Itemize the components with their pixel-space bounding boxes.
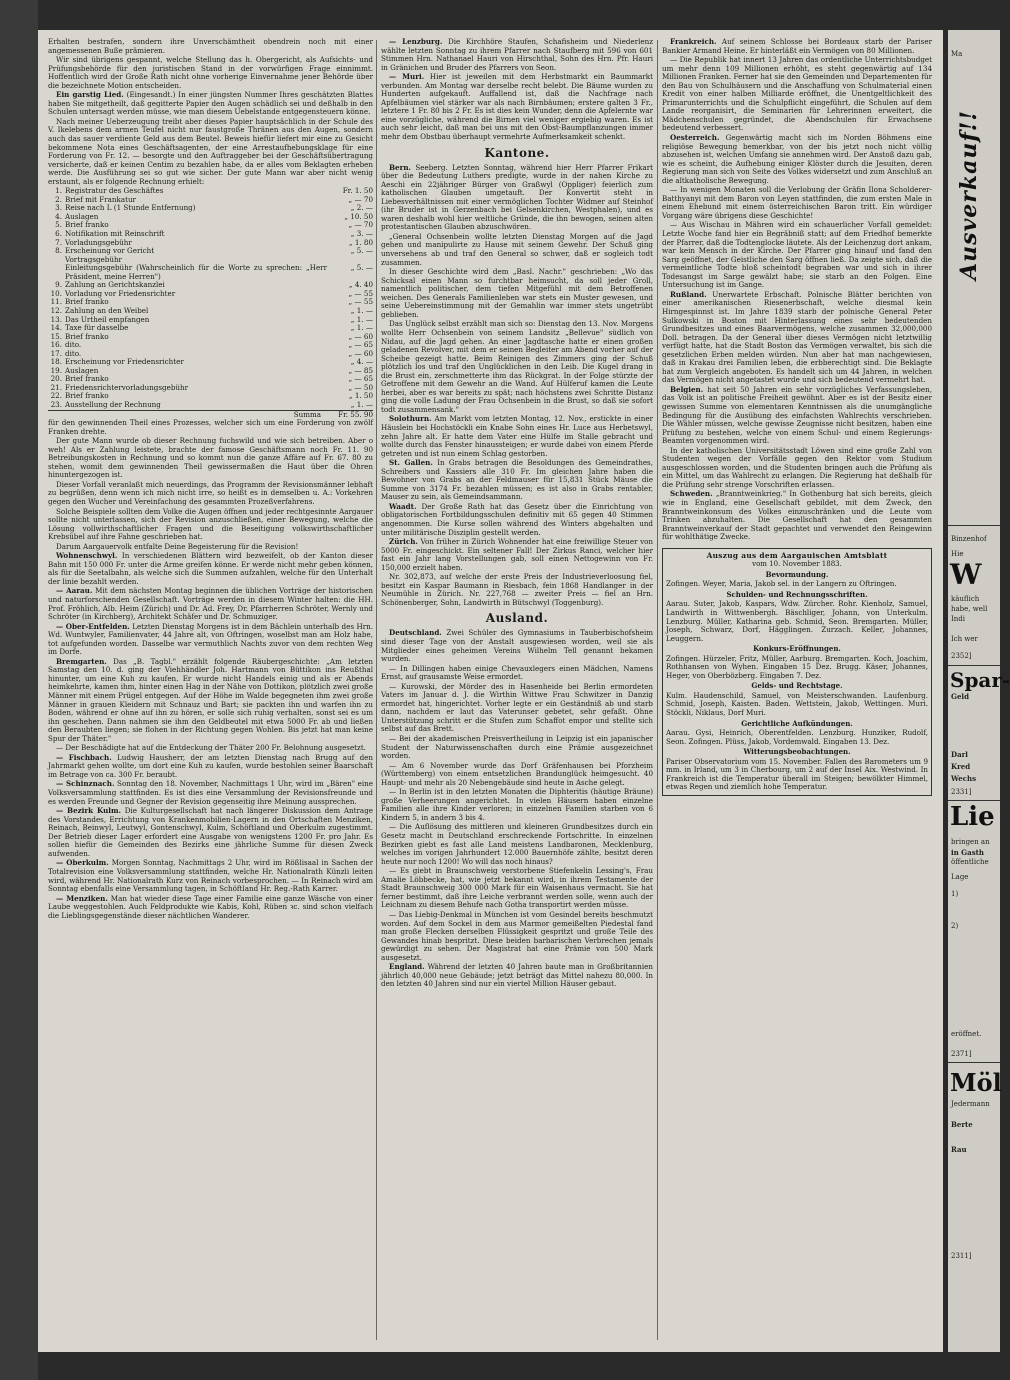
paragraph: — In Berlin ist in den letzten Monaten die Diphteritis (häutige Bräune) große Verheerungen angerichtet. In vielen Häusern haben einzelne Familien alle ihre Kinder verloren; in einzelnen Familien starben von 6 Kindern 5, in andern 3 bis 4. <box>381 787 653 822</box>
ad-fragment: Binzenhof <box>951 535 987 543</box>
invoice-item-number: 1. <box>55 186 62 196</box>
ad-fragment: Jedermann <box>951 1100 990 1108</box>
invoice-item-label: dito. <box>65 340 82 350</box>
ad-fragment: 2311] <box>951 1252 972 1260</box>
invoice-item-amount: „ 4. — <box>350 357 373 367</box>
article-title: — Lenzburg. <box>389 37 443 46</box>
invoice-row <box>48 264 373 281</box>
invoice-item-amount: „ 3. — <box>350 229 373 239</box>
ad-fragment: Indi <box>951 615 965 623</box>
invoice-item-number: 20. <box>50 374 62 384</box>
article-text: Seeberg. Letzten Sonntag, während hier Herr Pfarrer Frikart über die Bedeutung Luthers predigte, wurde in der nahen Kirche zu Aeschi ein 22jähriger Bürger von Graßwyl (Oppliger) feierlich zum katholischen Glauben umgetauft. Der Konvertit steht in Liebesverhältnissen mit einer vermöglichen Tochter Widmer auf Steinhof (ihr Bruder ist in Gerzenbach bei Gelsenkirchen, Westphalen), und es waren deshalb wohl hier weltliche Gründe, die ihn bewogen, seinen alten protestantischen Glauben abzuschwören. <box>381 162 653 232</box>
adjacent-page-ads <box>948 30 1010 1352</box>
invoice-item-amount: Fr. 1. 50 <box>342 186 373 196</box>
invoice-item-amount: „ — 70 <box>348 220 373 230</box>
invoice-table <box>48 187 373 419</box>
ad-fragment: Ma <box>951 50 963 58</box>
ad-fragment: Lage <box>951 873 969 881</box>
ad-headline: Lie <box>950 802 995 832</box>
invoice-item-amount: „ — 55 <box>348 288 373 298</box>
ad-headline: Spar- <box>950 668 1010 692</box>
ad-fragment: Kred <box>951 762 971 771</box>
invoice-item-amount: „ 5. — <box>350 246 373 256</box>
article-title: Ein garstig Lied. <box>56 90 124 100</box>
amtsblatt-box <box>662 548 932 796</box>
article-text: Gegenwärtig macht sich im Norden Böhmens eine religiöse Bewegung bemerkbar, von der bis jetzt noch nicht völlig abzusehen ist, welchen Umfang sie annehmen wird. Der Anstoß dazu gab, wie es scheint, die Aufhebung einiger Klöster durch die Jesuiten, deren Regierung man sich von Seite des Volkes widersetzt und zum Anschluß an die altkatholische Bewegung. <box>662 133 932 185</box>
article-aarau <box>48 587 373 621</box>
article-title: Rußland. <box>670 289 707 299</box>
amtsblatt-entry: Kulm. Haudenschild, Samuel, von Meisterschwanden. Laufenburg. Schmid, Joseph, Kaisten. Baden. Wettstein, Jakob, Wettingen. Muri. Stöckli, Niklaus, Dorf Muri. <box>666 690 928 718</box>
article-title: Schweden. <box>670 489 713 499</box>
article-belgien <box>662 386 932 446</box>
invoice-item-number: 8. <box>55 246 62 256</box>
invoice-item-number: 7. <box>55 237 62 247</box>
invoice-item-amount: „ 4. 40 <box>348 280 373 290</box>
paragraph: Nr. 302,873, auf welche der erste Preis der Industrieverloosung fiel, besitzt ein Kaspar Baumann in Riesbach, fein 1868 Handlanger in der Neumühle in Zürich. Nr. 227,768 — zweiter Preis — fiel an Hrn. Schönenberger, Sohn, Landwirth in Bütschwyl (Toggenburg). <box>381 572 653 607</box>
article-text: Die Kirchhöre Staufen, Schafisheim und Niederlenz wählte letzten Sonntag zu ihrem Pfarrer nach Staufberg mit 596 von 601 Stimmen Hrn. Nathanael Hauri von Hirschthal, Sohn des Hrn. Pfr. Hauri in Gränichen und Bruder des Pfarrers von Seon. <box>381 37 653 72</box>
ad-fragment: 1) <box>951 890 959 898</box>
scan-margin <box>0 0 38 1380</box>
paragraph: „General Ochsenbein wollte letzten Dienstag Morgen auf die Jagd gehen und manipulirte zu Hause mit seinem Gewehr. Der Schuß ging unversehens ab und traf den General so schwer, daß er sogleich todt zusammen. <box>381 231 653 267</box>
invoice-item-number: 23. <box>50 399 62 409</box>
invoice-item-amount: „ 1. — <box>350 305 373 315</box>
article-title: — Aarau. <box>56 586 93 596</box>
ad-rule <box>948 800 1000 801</box>
invoice-item-number: 11. <box>50 297 62 307</box>
article-waadt <box>381 503 653 537</box>
section-heading-ausland: Ausland. <box>485 611 549 626</box>
ad-fragment: 2331] <box>951 788 972 796</box>
invoice-item-label: Brief franko <box>65 220 109 230</box>
section-heading-kantone: Kantone. <box>484 145 550 160</box>
invoice-row <box>48 401 373 410</box>
invoice-item-label: Auslagen <box>65 365 99 375</box>
ad-fragment: Berte <box>951 1120 973 1129</box>
invoice-item-label: Das Urtheil empfangen <box>65 314 150 324</box>
amtsblatt-entry: Aarau. Suter, Jakob, Kaspars, Wdw. Zürcher. Rohr. Kienholz, Samuel, Landwirth in Wittwenbergh. Bäschliger, Johann, von Unterkulm. Lenzburg. Müller, Katharina geb. Schmid, Seon. Bremgarten. Müller, Joseph, Schwarz, Dorf, Hägglingen. Zurzach. Keller, Johannes, Leuggern. <box>666 599 928 643</box>
invoice-item-number <box>48 264 65 281</box>
invoice-item-number: 19. <box>50 365 62 375</box>
column-rule <box>657 40 658 1340</box>
paragraph: In dieser Geschichte wird dem „Basl. Nachr." geschrieben: „Wo das Schicksal einen Mann so furchtbar heimsucht, da soll jeder Groll, namentlich politischer, dem tiefen Mitgefühl mit dem Betroffenen weichen. Des Generals Familienleben war stets ein Muster gewesen, und seine Uebereinstimmung mit der Gemahlin war immer stets ungetrübt geblieben. <box>381 267 653 319</box>
invoice-item-label: Registratur des Geschäftes <box>65 186 164 196</box>
invoice-total-amount: Fr. 55. 90 <box>327 410 373 419</box>
paragraph: Das Unglück selbst erzählt man sich so: Dienstag den 13. Nov. Morgens wollte Herr Ochsenbein von seinem Landsitz „Bellevue" südlich von Nidau, auf die Jagd gehen. An einer Jagdtasche hatte er einen großen geladenen Revolver, mit dem er seinen Begleiter am Abend vorher auf der Scheibe gezeigt hatte. Beim Reinigen des Zimmers ging der Schuß plötzlich los und traf den Unglücklichen in den Leib. Die Kugel drang in die Brust ein, zerschmetterte ihm das Rückgrat. In der Folge stürzte der Getroffene mit dem Gewehr an die Wand. Auf Hülferuf kamen die Leute herbei, aber es war bereits zu spät; nach höchstens zwei Schritte Distanz ging die volle Ladung der Frau Ochsenbein in die Brust, so daß sie sofort todt zusammensank." <box>381 319 653 414</box>
invoice-item-label: Brief franko <box>65 391 109 401</box>
ad-fragment: käuflich <box>951 595 980 603</box>
invoice-item-number: 10. <box>50 288 62 298</box>
paragraph: In der katholischen Universitätsstadt Löwen sind eine große Zahl von Studenten wegen der Vorfälle gegen den Rektor vom Studium ausgeschlossen worden, und die Studenten bringen auch die Prüfung als ein Mittel, um das Wahlrecht zu erlangen. Die Regierung hat deßhalb für die Prüfung sehr strenge Vorschriften erlassen. <box>662 445 932 489</box>
paragraph: — Aus Wischau in Mähren wird ein schauerlicher Vorfall gemeldet: Letzte Woche fand hier ein Begräbniß statt; auf dem Friedhof bemerkte der Pfarrer, daß die Todtenglocke läutete. Als der Leichenzug dort ankam, war kein Mensch in der Kirche. Der Pfarrer ging hinauf und fand den Sarg geöffnet, der Geistliche den Sarg öffnen ließ. Da zeigte sich, daß die vermeintliche Todte bloß scheintodt begraben war und sich in ihrer Todesangst im Sarge gewälzt habe; sie starb an den Folgen. Eine Untersuchung ist im Gange. <box>662 220 932 290</box>
weather-text: Pariser Observatorium vom 15. November. Fallen des Barometers um 9 mm. in Irland, um 3 in Cherbourg, um 2 auf der Insel Aix. Westwind. In Frankreich ist die Temperatur überall im Steigen; bewölkter Himmel, etwas Regen und ziemlich hohe Temperatur. <box>666 756 928 792</box>
invoice-item-amount: „ — 85 <box>348 365 373 375</box>
ad-fragment: in Gasth <box>951 848 984 857</box>
paragraph: — Kurowski, der Mörder des in Hasenheide bei Berlin ermordeten Vaters im Januar d. J. die Wirthin Wittwe Frau Schwitzer in Danzig ermordet hat, hingerichtet. Vorher legte er ein Geständniß ab und starb dann, nachdem er laut das Vaterunser gebetet, sehr gefaßt. Ohne Unterstützung schritt er die Stufen zum Schaffot empor und stellte sich selbst auf das Brett. <box>381 681 653 734</box>
invoice-row <box>48 341 373 350</box>
article-text: Zwei Schüler des Gymnasiums in Tauberbischofsheim sind dieser Tage von der Anstalt ausgewiesen worden, weil sie als Mitglieder eines geheimen Vereins Wilhelm Tell genannt bekamen wurden. <box>381 628 653 664</box>
invoice-item-label: Brief mit Frankatur <box>65 194 136 204</box>
invoice-item-label: Friedensrichtervorladungsgebühr <box>65 382 189 392</box>
ad-fragment: Wechs <box>951 774 977 783</box>
invoice-item-number: 3. <box>55 203 62 213</box>
invoice-item-label: Brief franko <box>65 374 109 384</box>
invoice-item-label: Zahlung an Gerichtskanzlei <box>65 280 165 290</box>
article-title: — Bezirk Kulm. <box>56 806 122 816</box>
article-title: — Schinznach. <box>56 779 115 789</box>
amtsblatt-title: Auszug aus dem Aargauischen Amtsblatt <box>706 550 888 560</box>
invoice-item-label: Vorladungsgebühr <box>65 237 132 247</box>
article-text: Ludwig Hausherr, der am letzten Dienstag nach Brugg auf den Jahrmarkt gehen wollte, um dort eine Kuh zu kaufen, wurde bestohlen seiner Baarschaft im Betrage von ca. 300 Fr. beraubt. <box>48 752 373 779</box>
article-title: St. Gallen. <box>389 458 433 468</box>
article-text: Sonntag den 18. November, Nachmittags 1 Uhr, wird im „Bären" eine Volksversammlung stattfinden. Es ist dies eine Versammlung der Revisionsfreunde und es werden Freunde und Gegner der Revision gegenseitig ihre Meinung aussprechen. <box>48 779 373 806</box>
invoice-item-amount: „ 1. 80 <box>348 237 373 247</box>
ad-headline: Möl <box>950 1068 1002 1097</box>
invoice-item-number: 5. <box>55 220 62 230</box>
article-oberkulm <box>48 859 373 893</box>
paragraph: Solche Beispiele sollten dem Volke die Augen öffnen und jeder rechtgesinnte Aargauer sollte nicht unterlassen, sich der Revision anzuschließen, einer Bewegung, welche die Lösung vollwirthschaftlicher Fragen und die Beseitigung volkswirthschaftlicher Krebsübel auf ihre Fahne geschrieben hat. <box>48 506 373 542</box>
invoice-item-label: Auslagen <box>65 211 99 221</box>
article-text: In Grabs betragen die Besoldungen des Gemeindrathes, Schreibers und Kassiers alle 310 Fr. Im gleichen Jahre haben die Bewohner von Grabs an der Feldmauser für 15,831 Stück Mäuse die Summe von 3174 Fr. bezahlen müssen; es ist also in Grabs rentabler, Mauser zu sein, als Gemeindsammann. <box>381 458 653 502</box>
invoice-item-label: Erscheinung vor Friedensrichter <box>65 357 184 367</box>
article-menziken <box>48 895 373 921</box>
invoice-total-label: Summa <box>65 410 327 419</box>
invoice-item-amount: „ — 55 <box>348 297 373 307</box>
article-text: Mit dem nächsten Montag beginnen die üblichen Vorträge der historischen und naturforschenden Gesellschaft. Vorträge werden in diesem Winter halten: die HH. Prof. Fröhlich, Alb. Heim (Zürich) und Dr. Ad. Frey, Dr. Pfarrherren Schröter, Wernly und Schröter (in Kirchberg), Architekt Schäfer und Dr. Schmuziger. <box>48 586 373 622</box>
invoice-item-label: Notifikation mit Reinschrift <box>65 229 165 239</box>
article-england <box>381 963 653 989</box>
article-title: — Muri. <box>389 72 425 82</box>
article-title: Deutschland. <box>389 628 442 638</box>
article-kulm <box>48 807 373 858</box>
ad-fragment: bringen an <box>951 838 990 846</box>
article-text: Unerwartete Erbschaft. Polnische Blätter berichten von einer amerikanischen Riesenerbschaft, welche diesmal kein Hirngespinnst ist. Im Jahre 1839 starb der polnische General Peter Sulkowski in Boston mit Hinterlassung eines sehr bedeutenden Grundbesitzes und eines Baarvermögens, welche zusammen 32,000,000 Doll. betragen. Da der General über dieses Vermögen nicht letztwillig verfügt hatte, hat die Stadt Boston das Vermögen verwaltet, bis sich die gesetzlichen Erben melden würden. Nun aber hat man nachgewiesen, daß in Krakau drei Familien leben, die erbberechtigt sind. Die Beklagte hat zum Vergleich angeboten. Es handelt sich um 44 Jahren, in welchen das Vermögen nicht angetastet wurde und sich bedeutend vermehrt hat. <box>662 289 932 385</box>
invoice-item-label: Einleitungsgebühr (Wahrscheinlich für die Worte zu sprechen: „Herr Präsident, meine Herren") <box>65 263 327 281</box>
article-oberentfelden <box>48 623 373 657</box>
paragraph: Dieser Vorfall veranlaßt mich neuerdings, das Programm der Revisionsmänner lebhaft zu begrüßen, denn wenn ich mich nicht irre, so heißt es in demselben u. A.: Vorkehren gegen den Wucher und Vereinfachung des gesammten Prozeßverfahrens. <box>48 479 373 506</box>
invoice-item-label: Brief franko <box>65 331 109 341</box>
ad-fragment: Geld <box>951 692 969 701</box>
ad-headline: W <box>950 558 982 591</box>
article-text: Das „B. Tagbl." erzählt folgende Räubergeschichte: „Am letzten Samstag den 10. d. ging der Viehhändler Joh. Hartmann von Büttikon ins Reußthal hinunter, um eine Kuh zu kaufen. Er wurde nicht Handels einig und als er Abends heimkehrte, kamen ihm, hinter einen Hag in der Nähe von Dottikon, plötzlich zwei große Männer mit einem Prügel entgegen. Auf der Höhe im Walde begegneten ihm zwei große Männer in grauen Kleidern mit Schnauz und Bart; sie packten ihn und warfen ihn zu Boden, während er ohne auf ihn zu hören, er solle sich ruhig verhalten, sonst sei es um ihn geschehen. Dann nahmen sie ihm den Geldbeutel mit etwa 5000 Fr. ab und ließen den Beraubten liegen; sie flohen in der Richtung gegen Wohlen. Bis jetzt hat man keine Spur der Thäter." <box>48 656 373 743</box>
paragraph: — Es giebt in Braunschweig verstorbene Stiefenkelin Lessing's, Frau Amalie Löbbecke, hat, wie jetzt bekannt wird, in ihrem Testamente der Stadt Braunschweig 300 000 Mark für ein Waisenhaus vermacht. Sie hat ferner bestimmt, daß ihre Leiche verbrannt werden solle, wenn auch der Leichnam zu diesem Behufe nach Gotha transportirt werden müsse. <box>381 866 653 910</box>
invoice-item-number: 22. <box>50 391 62 401</box>
article-text: hat seit 50 Jahren ein sehr vorzügliches Verfassungsleben, das Volk ist an politische Freiheit gewöhnt. Aber es ist der Besitz einer gewissen Summe von elementaren Kenntnissen als die unumgängliche Bedingung für die Ausübung des einfachsten Wahlrechts verschrieben. Die Wähler müssen, welche gewisse Zeugnisse nicht besitzen, haben eine Prüfung zu bestehen, welche von einem Schul- und einem Regierungs-Beamten vorgenommen wird. <box>662 384 932 446</box>
paragraph: — Die Auflösung des mittleren und kleineren Grundbesitzes durch ein Gesetz macht in Deutschland erschreckende Fortschritte. In einzelnen Bezirken giebt es fast alle Land meistens Landbaronen, Mecklenburg, welches im vorigen Jahrhundert 12.000 Bauernhöfe zählte, besitzt deren heute nur noch 1200! Wo will das noch hinaus? <box>381 822 653 866</box>
invoice-item-amount: „ 1. — <box>350 314 373 324</box>
article-title: — Ober-Entfelden. <box>56 621 130 631</box>
invoice-item-number: 9. <box>55 280 62 290</box>
column-3 <box>662 38 932 1343</box>
invoice-item-label: Taxe für dasselbe <box>65 323 129 333</box>
paragraph: Der gute Mann wurde ob dieser Rechnung fuchswild und wie sich betreiben. Aber o weh! Als er Zahlung leistete, brachte der famose Geschäftsmann noch Fr. 11. 90 Betreibungskosten in Rechnung und so kommt nun die ganze Affäre auf Fr. 67. 80 zu stehen, womit dem gewinnenden Theil gewissermaßen die Haut über die Ohren hinuntergezogen ist. <box>48 436 373 480</box>
amtsblatt-date: vom 10. November 1883. <box>752 560 842 569</box>
amtsblatt-entry: Aarau. Gysi, Heinrich, Oberentfelden. Lenzburg. Hunziker, Rudolf, Seon. Zofingen. Plüss, Jakob, Vordemwald. Eingaben 13. Dez. <box>666 728 928 746</box>
invoice-item-label: Reise nach L (1 Stunde Entfernung) <box>65 203 196 213</box>
article-fischbach <box>48 754 373 780</box>
ad-fragment: 2352] <box>951 652 972 660</box>
article-title: Solothurn. <box>389 414 432 424</box>
paragraph: — Das Liebig-Denkmal in München ist vom Gesindel bereits beschmutzt worden. Auf dem Sockel in dem aus Marmor gemeißelten Piedestal fand man große Flecken derselben Flüssigkeit gespritzt und große Teile des Gewandes hinab bespritzt. Diese beiden barbarischen Verbrechen jemals gewürdigt zu sehen. Der Magistrat hat eine Prämie von 500 Mark ausgesetzt. <box>381 909 653 962</box>
ad-fragment: Rau <box>951 1145 967 1154</box>
article-title: — Menziken. <box>56 893 108 903</box>
amtsblatt-section: Gelds- und Rechtstage. <box>751 681 843 691</box>
invoice-item-number: 2. <box>55 194 62 204</box>
paragraph: Wir sind übrigens gespannt, welche Stellung das h. Obergericht, als Aufsichts- und Prüfungsbehörde für den juristischen Stand in der vorwürfigen Frage einnimmt. Hoffentlich wird der Große Rath nicht ohne vorherige Einvernahme jener Behörde über die bezeichnete Motion entscheiden. <box>48 55 373 90</box>
article-bremgarten <box>48 658 373 743</box>
invoice-item-amount: „ 2. — <box>350 203 373 213</box>
invoice-item-number: 6. <box>55 229 62 239</box>
amtsblatt-section: Gerichtliche Aufkündungen. <box>741 718 853 728</box>
article-title: Zürich. <box>389 537 418 547</box>
paragraph: — Bei der akademischen Preisvertheilung in Leipzig ist ein japanischer Student der Naturwissenschaften durch eine Prämie ausgezeichnet worden. <box>381 734 653 761</box>
invoice-item-label: Vortragsgebühr <box>65 254 122 264</box>
article-schweden <box>662 490 932 541</box>
column-2 <box>381 38 653 1343</box>
article-muri <box>381 73 653 141</box>
article-title: Frankreich. <box>670 37 717 46</box>
article-lenzburg <box>381 38 653 72</box>
article-zurich <box>381 538 653 572</box>
invoice-item-amount: „ 1. — <box>350 399 373 409</box>
paragraph: Nach meiner Ueberzeugung treibt aber dieses Papier hauptsächlich in der Schule des V. Ikelebens dem armen Teufel nicht nur faustgroße Thränen aus den Augen, sondern auch das sauer verdiente Geld aus dem Beutel. Beweis hiefür liefert mir eine zu Gesicht bekommene Nota eines Geschäftsagenten, der eine Arrestaufhebungsklage für eine Forderung von Fr. 12. — besorgte und den Auftraggeber bei der Geschäftsübertragung versicherte, daß er keinen Centim zu bezahlen habe, da er alles vom Beklagten erheben werde. Die Ausführung sei so gut wie sicher. Der gute Mann war aber nicht wenig erstaunt, als er folgende Rechnung erhielt: <box>48 116 373 186</box>
ad-rule <box>948 525 1000 526</box>
article-stgallen <box>381 459 653 502</box>
article-title: Bern. <box>389 162 412 172</box>
article-text: Am Markt vom letzten Montag, 12. Nov., erstickte in einer Häuslein bei Hochstöckli ein Knabe Sohn eines Hr. Luce aus Herbetswyl, zehn Jahre alt. Er hatte dem Vater eine Hülfe im Stalle gebracht und wollte durch das Fenster hinaussteigen; er wurde dabei von einem Pferde getreten und ist nun einem Schlag gestorben. <box>381 414 653 458</box>
article-title: — Oberkulm. <box>56 858 109 868</box>
amtsblatt-entry: Zofingen. Weyer, Maria, Jakob sel. in der Langern zu Oftringen. <box>666 579 897 589</box>
invoice-item-amount: „ 5. — <box>350 263 373 273</box>
weather-title: Witterungsbeobachtungen. <box>743 747 851 757</box>
invoice-item-label: Ausstellung der Rechnung <box>65 399 161 409</box>
invoice-item-amount: „ 1. — <box>350 323 373 333</box>
ad-fragment: Darl <box>951 750 968 759</box>
invoice-item-amount: „ — 60 <box>348 331 373 341</box>
column-rule <box>376 40 377 1340</box>
article-text: Letzten Dienstag Morgens ist in dem Bächlein unterhalb des Hrn. Wd. Wuntwyler, Familienvater, 44 Jahre alt, von Oftringen, woselbst man am Holz habe, tot aufgefunden worden. Dasselbe war vermuthlich Nachts zuvor von dem rechten Weg im Dorfe. <box>48 621 373 657</box>
ad-fragment: 2371] <box>951 1050 972 1058</box>
paragraph: Darum Aargauervolk entfalte Deine Begeisterung für die Revision! <box>56 541 299 551</box>
article-title: Wohnenschwyl. <box>56 551 118 561</box>
ad-ausverkauf: Ausverkauf!! <box>956 109 982 280</box>
paragraph: — In wenigen Monaten soll die Verlobung der Gräfin Ilona Scholderer-Batthyanyi mit dem Baron von Leyen stattfinden, die zum ersten Male in einem Ehebund mit einem österreichischen Baron tritt. Ein würdiger Vorgang wäre übrigens diese Geschichte! <box>662 185 932 220</box>
invoice-item-amount: „ 1. 50 <box>348 391 373 401</box>
article-title: Oesterreich. <box>670 133 720 143</box>
paragraph: für den gewinnenden Theil eines Prozesses, welcher sich um eine Forderung von zwölf Franken drehte. <box>48 418 373 436</box>
article-text: Die Kulturgesellschaft hat nach längerer Diskussion dem Antrage des Vorstandes, Errichtung von Krankenmobilien-Lagern in den Ortschaften Menziken, Reinach, Beinwyl, Leutwyl, Gontenschwyl, Kulm, Schöftland und Oberkulm zugestimmt. Der Betrieb dieser Lager erfordert eine Ausgabe von wenigstens 1200 Fr. pro Jahr. Es sollen hiefür die Gemeinden des Bezirks eine jährliche Summe für diesen Zweck aufwenden. <box>48 806 373 858</box>
ad-fragment: eröffnet. <box>951 1030 982 1038</box>
paragraph: — Am 6 November wurde das Dorf Gräfenhausen bei Pforzheim (Württemberg) von einem entsetzlichen Brandunglück heimgesucht. 40 Haupt- und mehr als 20 Nebengebäude sind heute in Asche gelegt. <box>381 760 653 787</box>
article-wohlenschwyl <box>48 552 373 586</box>
invoice-item-number: 21. <box>50 382 62 392</box>
newspaper-page <box>38 30 943 1352</box>
invoice-item-label: Vorladung vor Friedensrichter <box>65 288 176 298</box>
invoice-item-number: 18. <box>50 357 62 367</box>
paragraph: — Der Beschädigte hat auf die Entdeckung der Thäter 200 Fr. Belohnung ausgesetzt. <box>56 743 366 753</box>
invoice-item-label: Erscheinung vor Gericht <box>65 246 155 256</box>
invoice-item-number: 17. <box>50 348 62 358</box>
ad-fragment: Ich wer <box>951 635 978 643</box>
article-text: Morgen Sonntag, Nachmittags 2 Uhr, wird im Rößlisaal in Sachen der Totalrevision eine Volksversammlung stattfinden, welche Hr. Nationalrath Künzli leiten wird, während Hr. Nationalrath Kurz von Reinach vorbesprochen. — In Reinach wird am Sonntag ebenfalls eine Versammlung tagen, in Schöftland Hr. Reg.-Rath Karrer. <box>48 858 373 894</box>
invoice-item-amount: „ 10. 50 <box>344 211 373 221</box>
article-text: Auf seinem Schlosse bei Bordeaux starb der Pariser Bankier Armand Heine. Er hinterläßt ein Vermögen von 80 Millionen. <box>662 37 932 55</box>
article-deutschland <box>381 629 653 663</box>
invoice-item-amount: „ — 70 <box>348 194 373 204</box>
invoice-item-label: dito. <box>65 348 82 358</box>
invoice-item-number: 14. <box>50 323 62 333</box>
invoice-item-number: 15. <box>50 331 62 341</box>
article-title: — Fischbach. <box>56 752 112 762</box>
paragraph: — In Dillingen haben einige Chevauxlegers einen Mädchen, Namens Ernst, auf grausamste Weise ermordet. <box>381 663 653 682</box>
article-oesterreich <box>662 134 932 185</box>
article-text: In verschiedenen Blättern wird bezweifelt, ob der Kanton dieser Bahn mit 150 000 Fr. unter die Arme greifen könne. Er werde nicht mehr geben können, als für die Seetalbahn, als welche sich die Summen aufzahlen, welche für den Unterhalt der linie bezahlt werden. <box>48 551 373 586</box>
article-title: Belgien. <box>670 384 704 394</box>
article-bern <box>381 164 653 232</box>
ad-fragment: habe, well <box>951 605 988 613</box>
article-text: (Eingesandt.) In einer jüngsten Nummer Ihres geschätzten Blattes haben Sie mitgetheilt, daß gegitterte Papier den Augen schädlich sei und deßhalb in den Schulen untersagt werden müsse, wie man diesem Uebelstande entgegensteuern könne. <box>48 90 373 117</box>
invoice-item-amount: „ — 65 <box>348 340 373 350</box>
ad-fragment: 2) <box>951 922 959 930</box>
paragraph: Erhalten bestrafen, sondern ihre Unverschämtheit obendrein noch mit einer angemessenen Buße prämieren. <box>48 37 373 55</box>
amtsblatt-section: Bevormundung. <box>765 569 829 579</box>
article-text: Von früher in Zürich Wohnender hat eine freiwillige Steuer von 5000 Fr. eingeschickt. Ein seltener Fall! Der Zirkus Ranci, welcher hier fast ein Jahr lang Vorstellungen gab, soll einen Nettogewinn von Fr. 150,000 erzielt haben. <box>381 537 653 572</box>
article-text: Während der letzten 40 Jahren baute man in Großbritannien jährlich 40,000 neue Gebäude; jetzt beträgt das Mittel nahezu 80,000. In den letzten 40 Jahren sind nur ein viertel Million Häuser gebaut. <box>381 962 653 989</box>
article-solothurn <box>381 415 653 458</box>
invoice-row <box>48 333 373 342</box>
invoice-item-amount: „ — 60 <box>348 348 373 358</box>
invoice-item-number: 13. <box>50 314 62 324</box>
invoice-item-amount: „ — 50 <box>348 382 373 392</box>
article-frankreich <box>662 38 932 55</box>
article-russland <box>662 291 932 385</box>
ad-fragment: Hie <box>951 550 964 558</box>
article-lied <box>48 91 373 117</box>
article-schinznach <box>48 780 373 806</box>
paragraph: — Die Republik hat innert 13 Jahren das ordentliche Unterrichtsbudget um mehr denn 109 Millionen erhöht, es steht gegenwärtig auf 134 Millionen Franken. Ferner hat sie den Gemeinden und Departementen für den Bau von Schulhäusern und die Anschaffung von Schulmaterial einen Kredit von einer halben Milliarde eröffnet, die Unentgeltlichkeit des Primarunterrichts und die Schulpflicht eingeführt, die Schulen auf dem Lande reorganisirt, die Seminarien für Lehrerinnen erweitert, die Mädchenschulen gegründet, die Abendschulen für Erwachsene bedeutend verbessert. <box>662 55 932 133</box>
amtsblatt-section: Schulden- und Rechnungsschriften. <box>726 589 868 599</box>
invoice-item-number: 12. <box>50 305 62 315</box>
article-title: Bremgarten. <box>56 656 107 666</box>
article-text: Hier ist jeweilen mit dem Herbstmarkt ein Baummarkt verbunden. Am Montag war derselbe recht belebt. Die Bäume wurden zu Hunderten aufgekauft. Auffallend ist, daß die Nachfrage nach Apfelbäumen viel stärker war als nach Birnbäumen; erstere galten 3 Fr., letztere 1 Fr. 80 bis 2 Fr. Es ist dies kein Wunder, denn die Apfelernte war eine vorzügliche, während die Birnen viel weniger ergiebig waren. Es ist auch sehr leicht, daß man bei uns mit den Obst-Baumpflanzungen immer mehr dem Obstbau überhaupt vermehrte Aufmerksamkeit schenkt. <box>381 72 654 142</box>
invoice-item-number: 16. <box>50 340 62 350</box>
invoice-item-amount: „ — 65 <box>348 374 373 384</box>
amtsblatt-entry: Zofingen. Hürzeler, Fritz, Müller, Aarburg. Bremgarten. Koch, Joachim, Rothhansen von Wyhen. Eingaben 15 Dez. Brugg. Käser, Johannes, Heger, von Oberbözberg. Eingaben 7. Dez. <box>666 653 928 680</box>
article-title: England. <box>389 962 425 972</box>
article-title: Waadt. <box>389 501 417 511</box>
article-text: Der Große Rath hat das Gesetz über die Einrichtung von obligatorischen Fortbildungsschulen definitiv mit 65 gegen 40 Stimmen angenommen. Die Kurse sollen während des Winters abgehalten und unter militärische Disziplin gestellt werden. <box>381 501 653 537</box>
ad-rule <box>948 665 1000 666</box>
invoice-item-number <box>48 256 65 265</box>
invoice-item-label: Brief franko <box>65 297 109 307</box>
column-1 <box>48 38 373 1343</box>
invoice-item-label: Zahlung an den Weibel <box>65 305 149 315</box>
invoice-item-number: 4. <box>55 211 62 221</box>
article-text: „Branntweinkrieg." In Gothenburg hat sich bereits, gleich wie in England, eine Gesellschaft gebildet, mit dem Zweck, den Branntweinkonsum des Volkes einzuschränken und die Leute vom Trinken abzuhalten. Die Gesellschaft hat den gesammten Branntweinverkauf der Stadt gepachtet und verwendet den Reingewinn für wohlthätige Zwecke. <box>662 489 932 542</box>
article-text: Man hat wieder diese Tage einer Familie eine ganze Wäsche von einer Laube weggestohlen. Auch Feldprodukte wie Kabis, Kohl, Rüben ꝛc. sind schon vielfach die Lieblingsgegenstände dieser nächtlichen Wanderer. <box>48 893 374 920</box>
amtsblatt-section: Konkurs-Eröffnungen. <box>753 644 841 654</box>
ad-fragment: öffentliche <box>951 858 989 866</box>
ad-rule <box>948 1062 1000 1063</box>
